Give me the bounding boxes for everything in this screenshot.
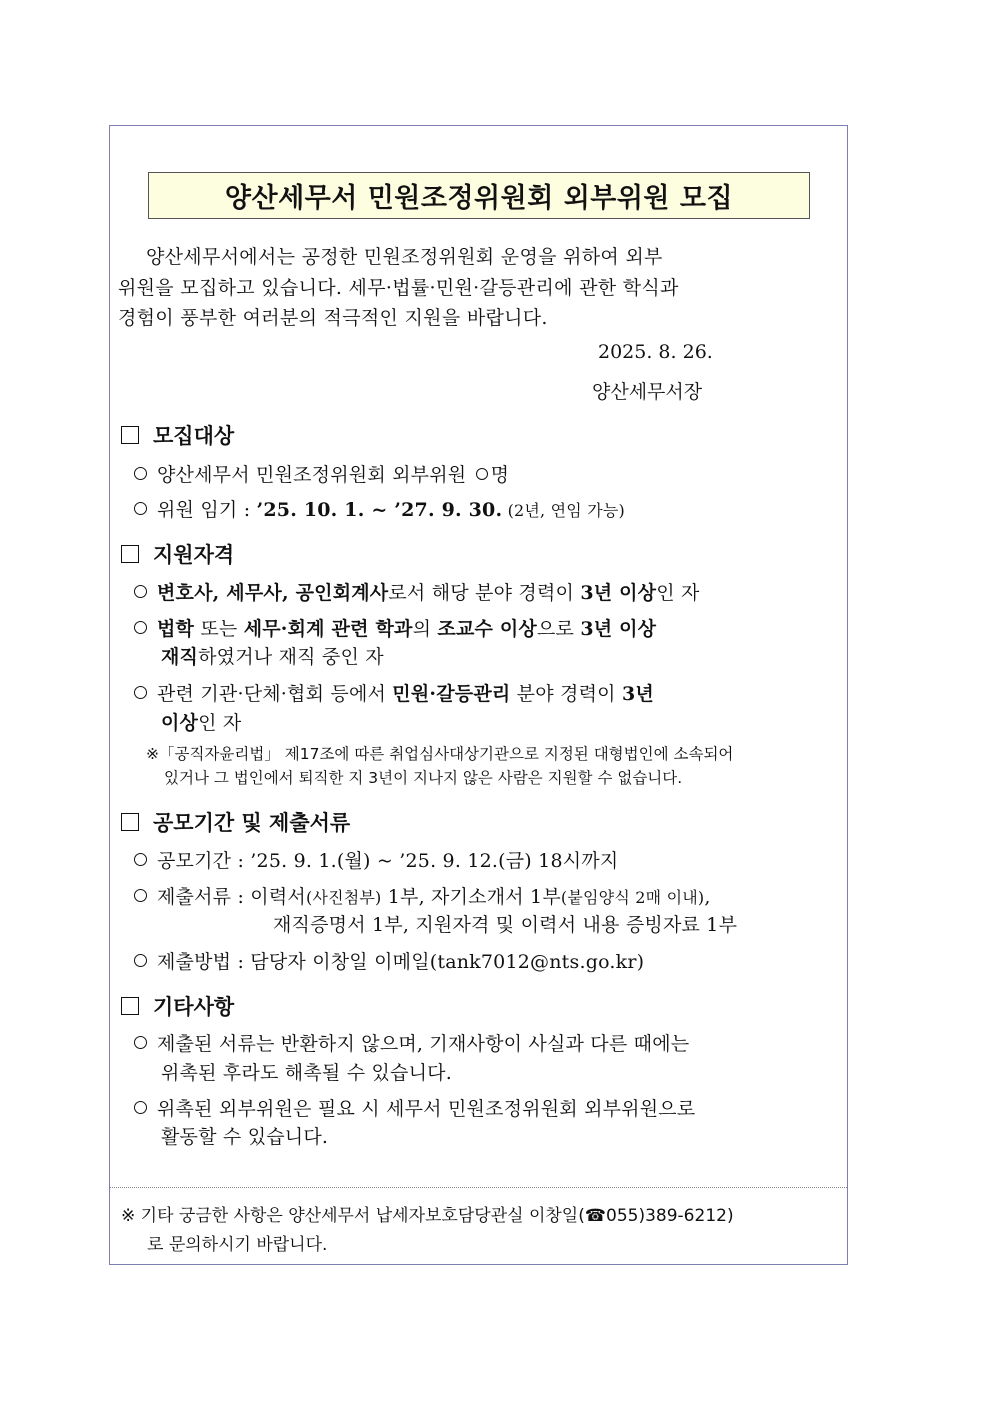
item-text: 으로: [536, 618, 581, 640]
item-text: 인 자: [656, 582, 700, 604]
circle-bullet-icon: [134, 954, 147, 967]
item-text: 하였거나 재직 중인 자: [198, 646, 384, 668]
item-text: 위촉된 외부위원은 필요 시 세무서 민원조정위원회 외부위원으로: [157, 1098, 696, 1120]
circle-bullet-icon: [134, 502, 147, 515]
notice-title: 양산세무서 민원조정위원회 외부위원 모집: [148, 172, 810, 219]
item-text: 로서 해당 분야 경력이: [388, 582, 581, 604]
circle-placeholder-icon: [476, 468, 488, 480]
circle-bullet-icon: [134, 1101, 147, 1114]
item-text: 3년 이상: [580, 582, 657, 604]
list-item-continuation: [161, 708, 241, 735]
list-item: [134, 614, 656, 641]
circle-bullet-icon: [134, 467, 147, 480]
submission-method: 제출방법 : 담당자 이창일 이메일(tank7012@nts.go.kr): [157, 951, 645, 973]
intro-line-3: 경험이 풍부한 여러분의 적극적인 지원을 바랍니다.: [118, 307, 548, 329]
item-text: 인 자: [198, 712, 242, 734]
item-text: 재직: [161, 646, 199, 668]
section-period-documents: [121, 807, 350, 837]
circle-bullet-icon: [134, 853, 147, 866]
list-item-continuation: 활동할 수 있습니다.: [161, 1126, 329, 1148]
notice-date: 2025. 8. 26.: [598, 341, 713, 363]
list-item: [134, 460, 509, 487]
list-item-continuation: 위촉된 후라도 해촉될 수 있습니다.: [161, 1062, 452, 1084]
section-qualifications: [121, 539, 234, 569]
item-text: 변호사, 세무사, 공인회계사: [157, 582, 389, 604]
footer-divider: [110, 1187, 847, 1188]
item-text: 분야 경력이: [510, 683, 622, 705]
checkbox-square-icon: [121, 813, 139, 831]
item-text: 1부, 자기소개서 1부: [381, 886, 561, 908]
checkbox-square-icon: [121, 426, 139, 444]
item-text: 의: [412, 618, 438, 640]
notice-issuer: 양산세무서장: [592, 381, 703, 403]
item-text: 세무·회계 관련 학과: [243, 618, 413, 640]
checkbox-square-icon: [121, 545, 139, 563]
list-item: [134, 882, 711, 909]
item-text: ,: [704, 886, 711, 908]
checkbox-square-icon: [121, 997, 139, 1015]
footer-contact-line-1: ※ 기타 궁금한 사항은 양산세무서 납세자보호담당관실 이창일(☎055)389-6212): [121, 1206, 734, 1226]
list-item: [134, 1029, 689, 1056]
section-heading: 공모기간 및 제출서류: [153, 811, 351, 835]
circle-bullet-icon: [134, 621, 147, 634]
item-text: 법학: [157, 618, 195, 640]
item-text: 3년: [621, 683, 654, 705]
item-text: 양산세무서 민원조정위원회 외부위원: [157, 464, 473, 486]
item-text: 제출된 서류는 반환하지 않으며, 기재사항이 사실과 다른 때에는: [157, 1033, 690, 1055]
item-note: (2년, 연임 가능): [502, 501, 625, 520]
term-dates: ’25. 10. 1. ~ ’27. 9. 30.: [256, 499, 503, 521]
section-other-matters: [121, 991, 234, 1021]
list-item: [134, 679, 654, 706]
item-text: 또는: [194, 618, 244, 640]
list-item: [134, 1094, 695, 1121]
list-item-continuation: 재직증명서 1부, 지원자격 및 이력서 내용 증빙자료 1부: [273, 914, 738, 936]
item-text: 제출서류 :: [157, 886, 251, 908]
application-period: 공모기간 : ’25. 9. 1.(월) ~ ’25. 9. 12.(금) 18시까지: [157, 850, 619, 872]
eligibility-note-line-2: 있거나 그 법인에서 퇴직한 지 3년이 지나지 않은 사람은 지원할 수 없습니다.: [164, 769, 683, 787]
list-item-continuation: [161, 642, 384, 669]
section-heading: 기타사항: [153, 995, 235, 1019]
item-text: 민원·갈등관리: [392, 683, 511, 705]
circle-bullet-icon: [134, 1036, 147, 1049]
item-text: 명: [490, 464, 510, 486]
circle-bullet-icon: [134, 585, 147, 598]
list-item: [134, 578, 700, 605]
section-heading: 지원자격: [153, 543, 235, 567]
section-heading: 모집대상: [153, 424, 235, 448]
item-text: 3년 이상: [580, 618, 657, 640]
circle-bullet-icon: [134, 889, 147, 902]
item-text: 조교수 이상: [437, 618, 537, 640]
item-text: 관련 기관·단체·협회 등에서: [157, 683, 393, 705]
circle-bullet-icon: [134, 686, 147, 699]
item-note: (붙임양식 2매 이내): [560, 888, 705, 907]
list-item: [134, 495, 625, 522]
item-text: 위원 임기 :: [157, 499, 257, 521]
list-item: [134, 947, 644, 974]
intro-line-1: 양산세무서에서는 공정한 민원조정위원회 운영을 위하여 외부: [146, 246, 663, 268]
intro-line-2: 위원을 모집하고 있습니다. 세무·법률·민원·갈등관리에 관한 학식과: [118, 277, 679, 299]
item-note: (사진첨부): [305, 888, 382, 907]
item-text: 이상: [161, 712, 199, 734]
footer-contact-line-2: 로 문의하시기 바랍니다.: [147, 1235, 328, 1255]
item-text: 이력서: [250, 886, 306, 908]
section-recruit-target: [121, 420, 234, 450]
eligibility-note-line-1: ※「공직자윤리법」 제17조에 따른 취업심사대상기관으로 지정된 대형법인에 소속되어: [146, 745, 734, 763]
list-item: [134, 846, 618, 873]
